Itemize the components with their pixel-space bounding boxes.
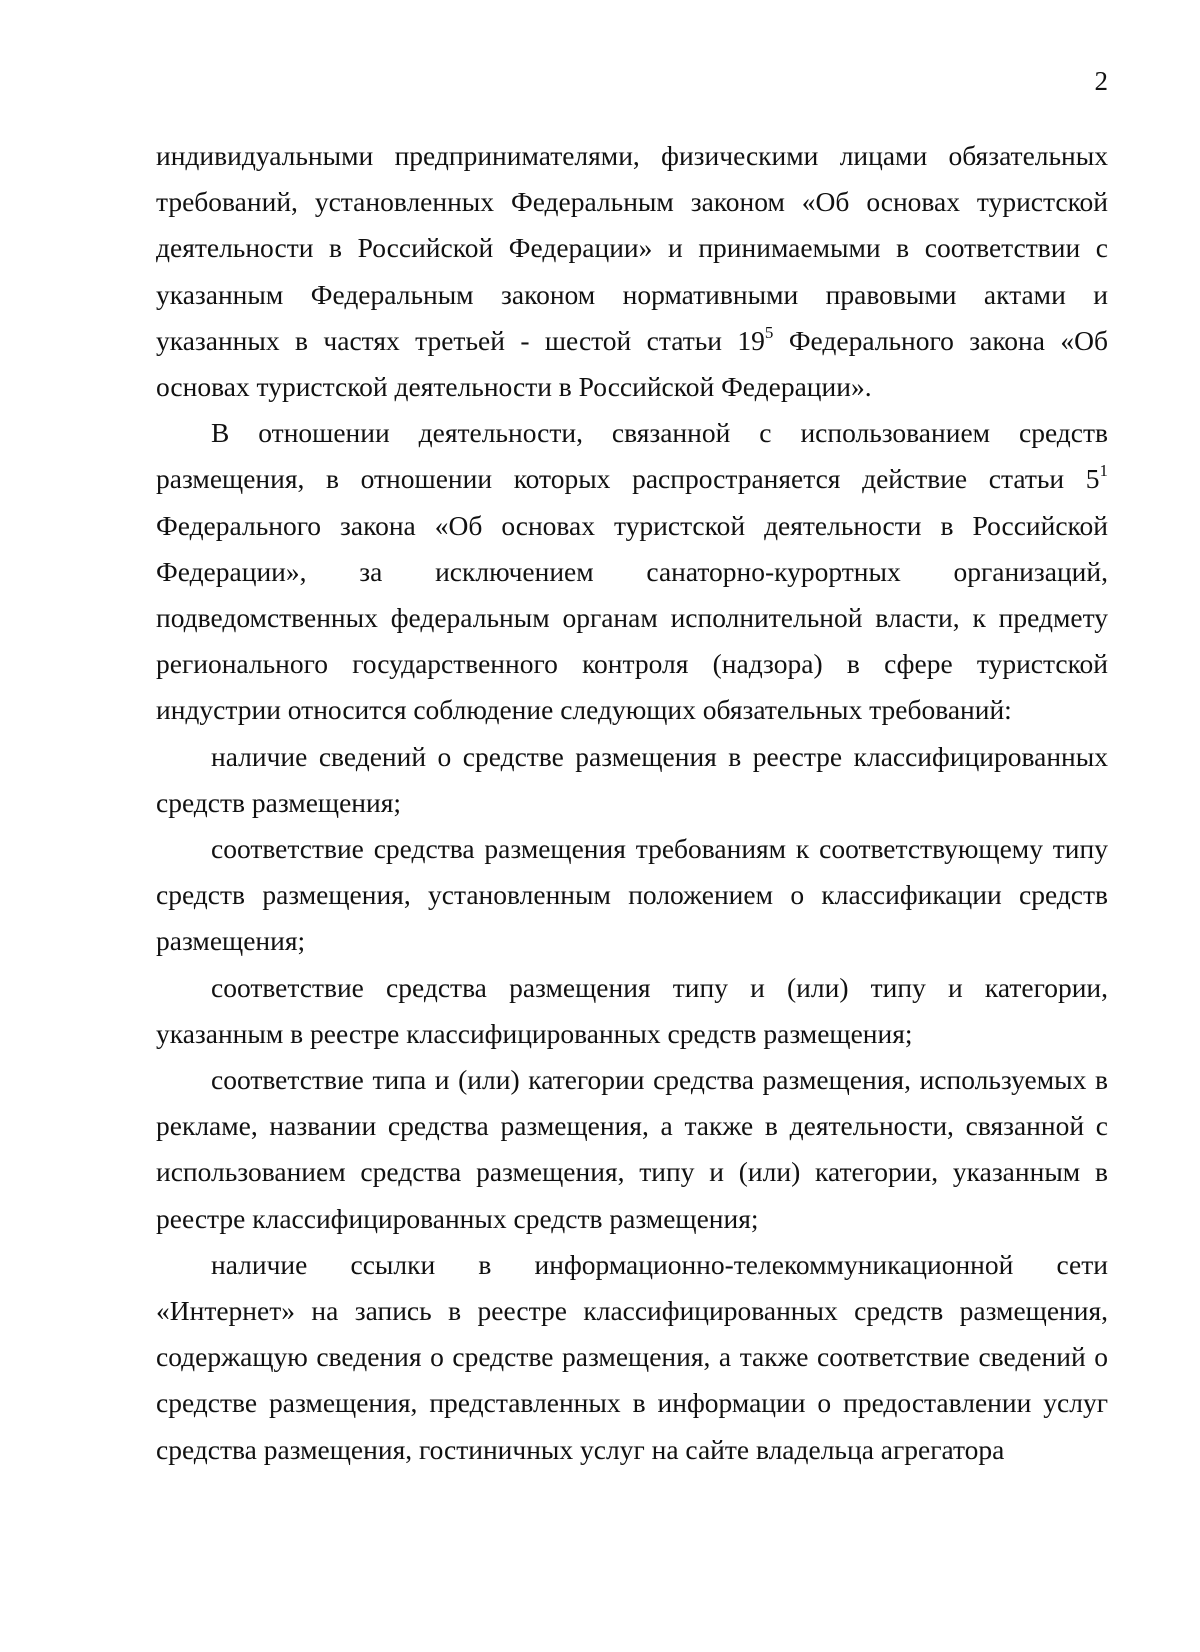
paragraph-text: Федерального закона «Об основах туристской деятельности в Российской Федерации», за исключением санаторно-курортных организаций, подведомственных федеральным органам исполнительной власти, к предмету регионального государственного контроля (надзора) в сфере туристской индустрии относится соблюдение следующих обязательных требований: [156,509,1108,726]
paragraph-text: наличие сведений о средстве размещения в реестре классифицированных средств размещения; [156,740,1108,818]
paragraph-text: соответствие типа и (или) категории средства размещения, используемых в рекламе, названии средства размещения, а также в деятельности, связанной с использованием средства размещения, типу и (или) категории, указанным в реестре классифицированных средств размещения; [156,1064,1108,1234]
paragraph-text: соответствие средства размещения требованиям к соответствующему типу средств размещения, установленным положением о классификации средств размещения; [156,833,1108,957]
paragraph [156,1242,1108,1473]
document-body [156,133,1108,1473]
paragraph-text: Федерального закона «Об основах туристской деятельности в Российской Федерации». [156,324,1108,403]
paragraph [156,133,1108,410]
paragraph [156,734,1108,826]
superscript: 5 [764,322,774,342]
paragraph-text: соответствие средства размещения типу и (или) типу и категории, указанным в реестре классифицированных средств размещения; [156,971,1108,1049]
paragraph-text: наличие ссылки в информационно-телекоммуникационной сети «Интернет» на запись в реестре классифицированных средств размещения, содержащую сведения о средстве размещения, а также соответствие сведений о средстве размещения, представленных в информации о предоставлении услуг средства размещения, гостиничных услуг на сайте владельца агрегатора [156,1248,1108,1465]
paragraph-text: В отношении деятельности, связанной с использованием средств размещения, в отношении которых распространяется действие статьи 5 [156,417,1108,495]
paragraph [156,965,1108,1057]
paragraph [156,826,1108,965]
superscript: 1 [1099,461,1108,481]
paragraph-text: индивидуальными предпринимателями, физическими лицами обязательных требований, установленных Федеральным законом «Об основах туристской деятельности в Российской Федерации» и принимаемыми в соответствии с указанным Федеральным законом нормативными правовыми актами и указанных в частях третьей - шестой статьи 19 [156,140,1108,356]
paragraph [156,410,1108,733]
page-number: 2 [1094,66,1108,96]
paragraph [156,1057,1108,1242]
